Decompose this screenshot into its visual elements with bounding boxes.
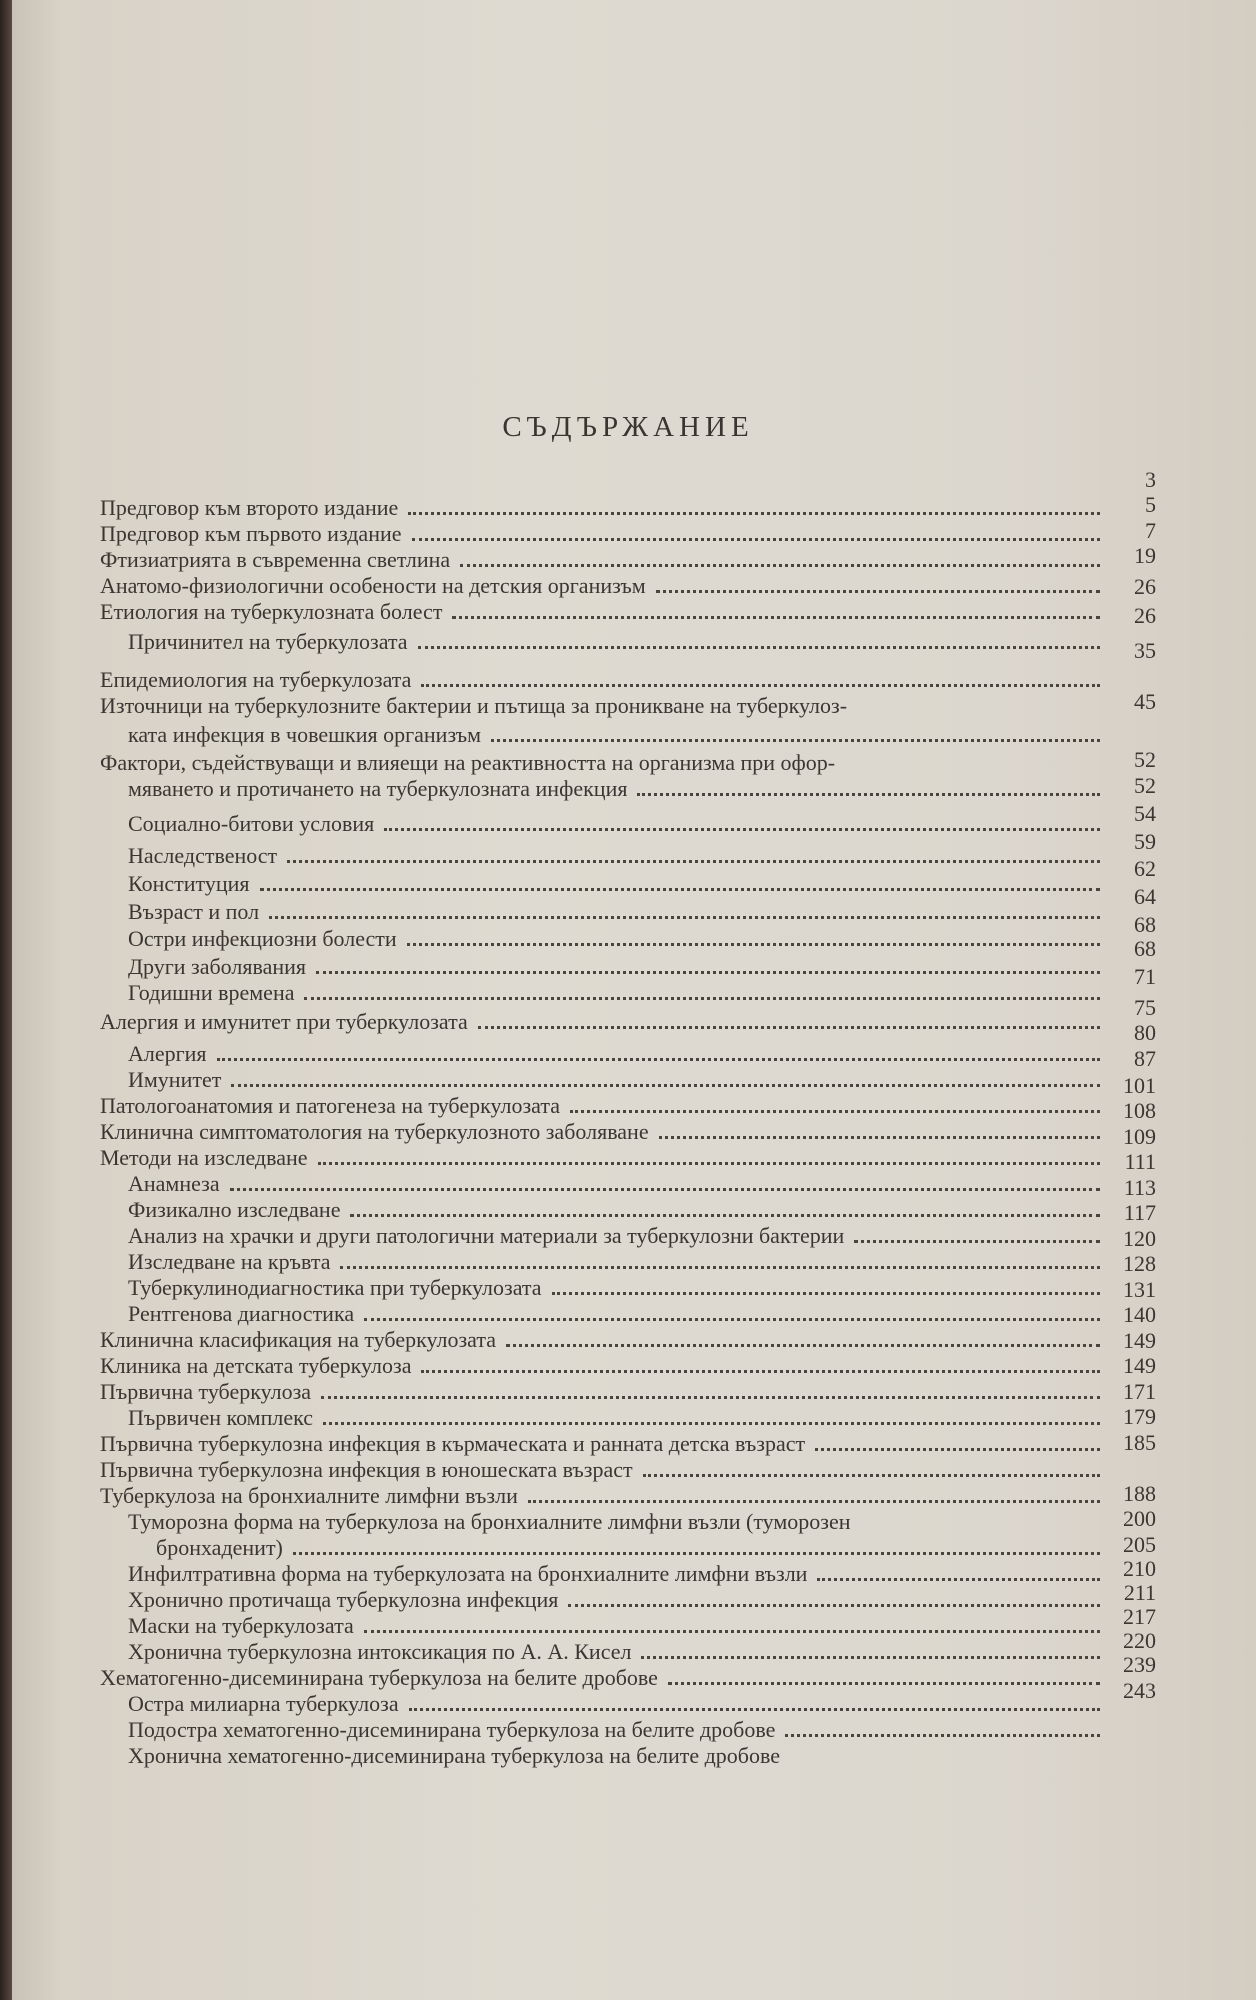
- page-number: 59: [1134, 829, 1156, 855]
- page-number: 19: [1134, 543, 1156, 569]
- page-number: 108: [1123, 1098, 1156, 1124]
- page-number: 131: [1123, 1276, 1156, 1302]
- toc-entry-title: Анализ на храчки и други патологични материали за туберкулозни бактерии: [128, 1222, 845, 1248]
- toc-entry-title: Източници на туберкулозните бактерии и пътища за проникване на туберкулоз-: [100, 693, 848, 719]
- toc-entry-title: Първичен комплекс: [128, 1404, 314, 1430]
- toc-entry-title: Остри инфекциозни болести: [128, 925, 397, 951]
- toc-entry: [100, 1328, 1106, 1352]
- dot-leader: [568, 1604, 1100, 1607]
- toc-entry-title: Хронично протичаща туберкулозна инфекция: [128, 1586, 559, 1612]
- dot-leader: [287, 860, 1100, 863]
- toc-entry: [100, 1666, 1106, 1690]
- page-number: 239: [1123, 1651, 1156, 1677]
- toc-entry: [100, 1432, 1106, 1456]
- toc-entry: [128, 1562, 1106, 1586]
- toc-entry: [128, 900, 1106, 924]
- toc-entry: [100, 668, 1106, 692]
- toc-entry-title: Хематогенно-дисеминирана туберкулоза на белите дробове: [100, 1664, 658, 1690]
- page-number: 64: [1134, 883, 1156, 909]
- toc-entry: [128, 1042, 1106, 1066]
- dot-leader: [407, 943, 1100, 946]
- toc-entry-title: Клинична симптоматология на туберкулозното заболяване: [100, 1118, 649, 1144]
- dot-leader: [478, 1026, 1100, 1029]
- dot-leader: [323, 1422, 1100, 1425]
- dot-leader: [460, 564, 1100, 567]
- dot-leader: [815, 1448, 1100, 1451]
- toc-entry-title: бронхаденит): [156, 1534, 283, 1560]
- toc-entry: [128, 955, 1106, 979]
- toc-entry: [100, 751, 1106, 775]
- toc-entry-title: Клиника на детската туберкулоза: [100, 1352, 412, 1378]
- toc-entry-title: Рентгенова диагностика: [128, 1300, 355, 1326]
- toc-entry: [100, 1010, 1106, 1034]
- toc-entry-title: Конституция: [128, 871, 250, 897]
- toc-entry: [128, 1744, 1106, 1768]
- toc-entry-title: ката инфекция в човешкия организъм: [128, 721, 482, 747]
- dot-leader: [421, 684, 1100, 687]
- dot-leader: [643, 1474, 1100, 1477]
- dot-leader: [304, 997, 1100, 1000]
- page-number: 243: [1123, 1678, 1156, 1704]
- page-number: 101: [1123, 1072, 1156, 1098]
- page-number: 117: [1123, 1200, 1156, 1226]
- page-number: 113: [1123, 1174, 1156, 1200]
- dot-leader: [641, 1656, 1100, 1659]
- page-number: 7: [1145, 517, 1156, 543]
- dot-leader: [364, 1318, 1100, 1321]
- toc-entry-title: мяването и протичането на туберкулозната инфекция: [128, 776, 628, 801]
- page-number: 75: [1134, 994, 1156, 1020]
- toc-entry-title: Маски на туберкулозата: [128, 1612, 354, 1638]
- dot-leader: [668, 1682, 1100, 1685]
- toc-entry-title: Първична туберкулоза: [100, 1378, 312, 1404]
- dot-leader: [269, 916, 1100, 919]
- page-number: 26: [1134, 574, 1156, 600]
- page-number: 120: [1123, 1225, 1156, 1251]
- toc-entry: [100, 522, 1106, 546]
- dot-leader: [316, 971, 1100, 974]
- toc-entry-title: Клинична класификация на туберкулозата: [100, 1326, 497, 1352]
- toc-entry-title: Остра милиарна туберкулоза: [128, 1690, 399, 1716]
- toc-entry-title: Етиология на туберкулозната болест: [100, 599, 443, 624]
- toc-entry-title: Имунитет: [128, 1066, 222, 1092]
- page-number: 140: [1123, 1302, 1156, 1328]
- toc-entry-title: Туберкулоза на бронхиалните лимфни възли: [100, 1482, 518, 1508]
- toc-entry: [128, 630, 1106, 654]
- page-number: 200: [1123, 1506, 1156, 1532]
- book-cover-edge: [0, 0, 12, 2000]
- dot-leader: [350, 1214, 1100, 1217]
- page-number: 3: [1145, 466, 1156, 492]
- toc-entry: [100, 1458, 1106, 1482]
- dot-leader: [656, 590, 1100, 593]
- dot-leader: [637, 793, 1100, 796]
- page-number: 87: [1134, 1045, 1156, 1071]
- toc-entry: [128, 1172, 1106, 1196]
- page-number: 68: [1134, 936, 1156, 962]
- dot-leader: [785, 1734, 1100, 1737]
- page-number: 52: [1134, 772, 1156, 798]
- toc-entry-title: Предговор към първото издание: [100, 521, 402, 546]
- page-number: 71: [1134, 964, 1156, 990]
- toc-entry-title: Възраст и пол: [128, 899, 260, 925]
- toc-entry: [100, 600, 1106, 624]
- toc-entry: [100, 1094, 1106, 1118]
- toc-entry-title: Наследственост: [128, 843, 278, 869]
- dot-leader: [318, 1162, 1100, 1165]
- toc-entry-title: Хронична туберкулозна интоксикация по А. А. Кисел: [128, 1638, 632, 1664]
- dot-leader: [217, 1058, 1100, 1061]
- toc-entry: [128, 1302, 1106, 1326]
- dot-leader: [230, 1188, 1100, 1191]
- toc-entry: [156, 1536, 1106, 1560]
- toc-entry: [128, 927, 1106, 951]
- toc-entry-title: Туберкулинодиагностика при туберкулозата: [128, 1274, 542, 1300]
- page-number: 111: [1124, 1149, 1156, 1175]
- toc-entry-title: Първична туберкулозна инфекция в кърмаческата и ранната детска възраст: [100, 1430, 806, 1456]
- toc-entry-title: Предговор към второто издание: [100, 495, 399, 520]
- toc-entry: [128, 723, 1106, 747]
- toc-entry-title: Епидемиология на туберкулозата: [100, 667, 412, 693]
- page-number: 149: [1123, 1327, 1156, 1353]
- toc-entry: [128, 872, 1106, 896]
- toc-entry: [100, 1120, 1106, 1144]
- toc-entry-title: Алергия: [128, 1040, 207, 1066]
- toc-entry: [128, 1588, 1106, 1612]
- dot-leader: [528, 1500, 1100, 1503]
- toc-entry: [100, 694, 1106, 718]
- page-number: 26: [1134, 603, 1156, 629]
- page-number: 205: [1123, 1531, 1156, 1557]
- toc-entry: [128, 1510, 1106, 1534]
- toc-entry-title: Изследване на кръвта: [128, 1248, 331, 1274]
- toc-entry-title: Анамнеза: [128, 1170, 220, 1196]
- dot-leader: [452, 616, 1100, 619]
- toc-entry: [128, 1614, 1106, 1638]
- toc-entry-title: Хронична хематогенно-дисеминирана туберкулоза на белите дробове: [128, 1742, 781, 1768]
- dot-leader: [260, 888, 1101, 891]
- page-number: 149: [1123, 1353, 1156, 1379]
- dot-leader: [340, 1266, 1100, 1269]
- toc-entry-title: Инфилтративна форма на туберкулозата на бронхиалните лимфни възли: [128, 1560, 808, 1586]
- dot-leader: [817, 1578, 1100, 1581]
- dot-leader: [412, 538, 1100, 541]
- toc-entry-title: Алергия и имунитет при туберкулозата: [100, 1008, 468, 1034]
- toc-entry-title: Патологоанатомия и патогенеза на туберкулозата: [100, 1092, 561, 1118]
- toc-entry: [100, 1146, 1106, 1170]
- toc-entry: [100, 548, 1106, 572]
- toc-entry: [128, 844, 1106, 868]
- page-number: 5: [1145, 492, 1156, 518]
- page-number: 188: [1123, 1480, 1156, 1506]
- dot-leader: [570, 1110, 1100, 1113]
- toc-entry: [128, 1068, 1106, 1092]
- toc-entry-title: Анатомо-физиологични особености на детския организъм: [100, 573, 646, 598]
- dot-leader: [384, 828, 1100, 831]
- dot-leader: [552, 1292, 1100, 1295]
- dot-leader: [659, 1136, 1100, 1139]
- page-number: 52: [1134, 747, 1156, 773]
- dot-leader: [854, 1240, 1100, 1243]
- page-number: 80: [1134, 1020, 1156, 1046]
- toc-entry: [128, 1406, 1106, 1430]
- dot-leader: [231, 1084, 1100, 1087]
- toc-entry-title: Фтизиатрията в съвременна светлина: [100, 547, 451, 572]
- page-number: 45: [1134, 688, 1156, 714]
- page-title: СЪДЪРЖАНИЕ: [502, 411, 754, 443]
- toc-entry: [128, 777, 1106, 801]
- page-number: 35: [1134, 637, 1156, 663]
- toc-entry: [128, 812, 1106, 836]
- toc-entry: [128, 1640, 1106, 1664]
- dot-leader: [409, 1708, 1100, 1711]
- toc-entry-title: Други заболявания: [128, 954, 306, 979]
- toc-entry: [100, 496, 1106, 520]
- page-number: 109: [1123, 1123, 1156, 1149]
- dot-leader: [364, 1630, 1100, 1633]
- toc-entry-title: Първична туберкулозна инфекция в юношеската възраст: [100, 1456, 633, 1482]
- toc-entry-title: Социално-битови условия: [128, 811, 375, 837]
- toc-entry: [100, 574, 1106, 598]
- page-number: 171: [1123, 1378, 1156, 1404]
- page-number: 217: [1123, 1603, 1156, 1629]
- dot-leader: [418, 646, 1100, 649]
- page-number: 62: [1134, 855, 1156, 881]
- dot-leader: [506, 1344, 1100, 1347]
- dot-leader: [293, 1552, 1100, 1555]
- toc-entry-title: Подостра хематогенно-дисеминирана туберкулоза на белите дробове: [128, 1716, 776, 1742]
- page-number: 128: [1123, 1251, 1156, 1277]
- page-number: 220: [1123, 1627, 1156, 1653]
- toc-entry: [128, 1250, 1106, 1274]
- toc-entry-title: Годишни времена: [128, 980, 295, 1005]
- toc-entry: [128, 1692, 1106, 1716]
- page-number: 179: [1123, 1404, 1156, 1430]
- dot-leader: [421, 1370, 1100, 1373]
- page-number: 185: [1123, 1429, 1156, 1455]
- toc-entry: [128, 981, 1106, 1005]
- page-number: 54: [1134, 801, 1156, 826]
- toc-entry-title: Методи на изследване: [100, 1144, 308, 1170]
- page-number: 210: [1123, 1555, 1156, 1581]
- toc-entry: [128, 1198, 1106, 1222]
- toc-entry-title: Причинител на туберкулозата: [128, 628, 408, 654]
- toc-entry: [100, 1380, 1106, 1404]
- toc-entry: [100, 1354, 1106, 1378]
- toc-entry-title: Физикално изследване: [128, 1196, 341, 1222]
- toc-entry: [128, 1718, 1106, 1742]
- dot-leader: [321, 1396, 1100, 1399]
- toc-entry: [100, 1484, 1106, 1508]
- page-number: 68: [1134, 911, 1156, 937]
- dot-leader: [408, 512, 1100, 515]
- toc-entry-title: Туморозна форма на туберкулоза на бронхиалните лимфни възли (туморозен: [128, 1508, 851, 1534]
- toc-entry: [128, 1276, 1106, 1300]
- page-number: 211: [1123, 1579, 1156, 1605]
- toc-entry: [128, 1224, 1106, 1248]
- toc-entry-title: Фактори, съдействуващи и влияещи на реактивността на организма при офор-: [100, 750, 836, 775]
- dot-leader: [491, 739, 1100, 742]
